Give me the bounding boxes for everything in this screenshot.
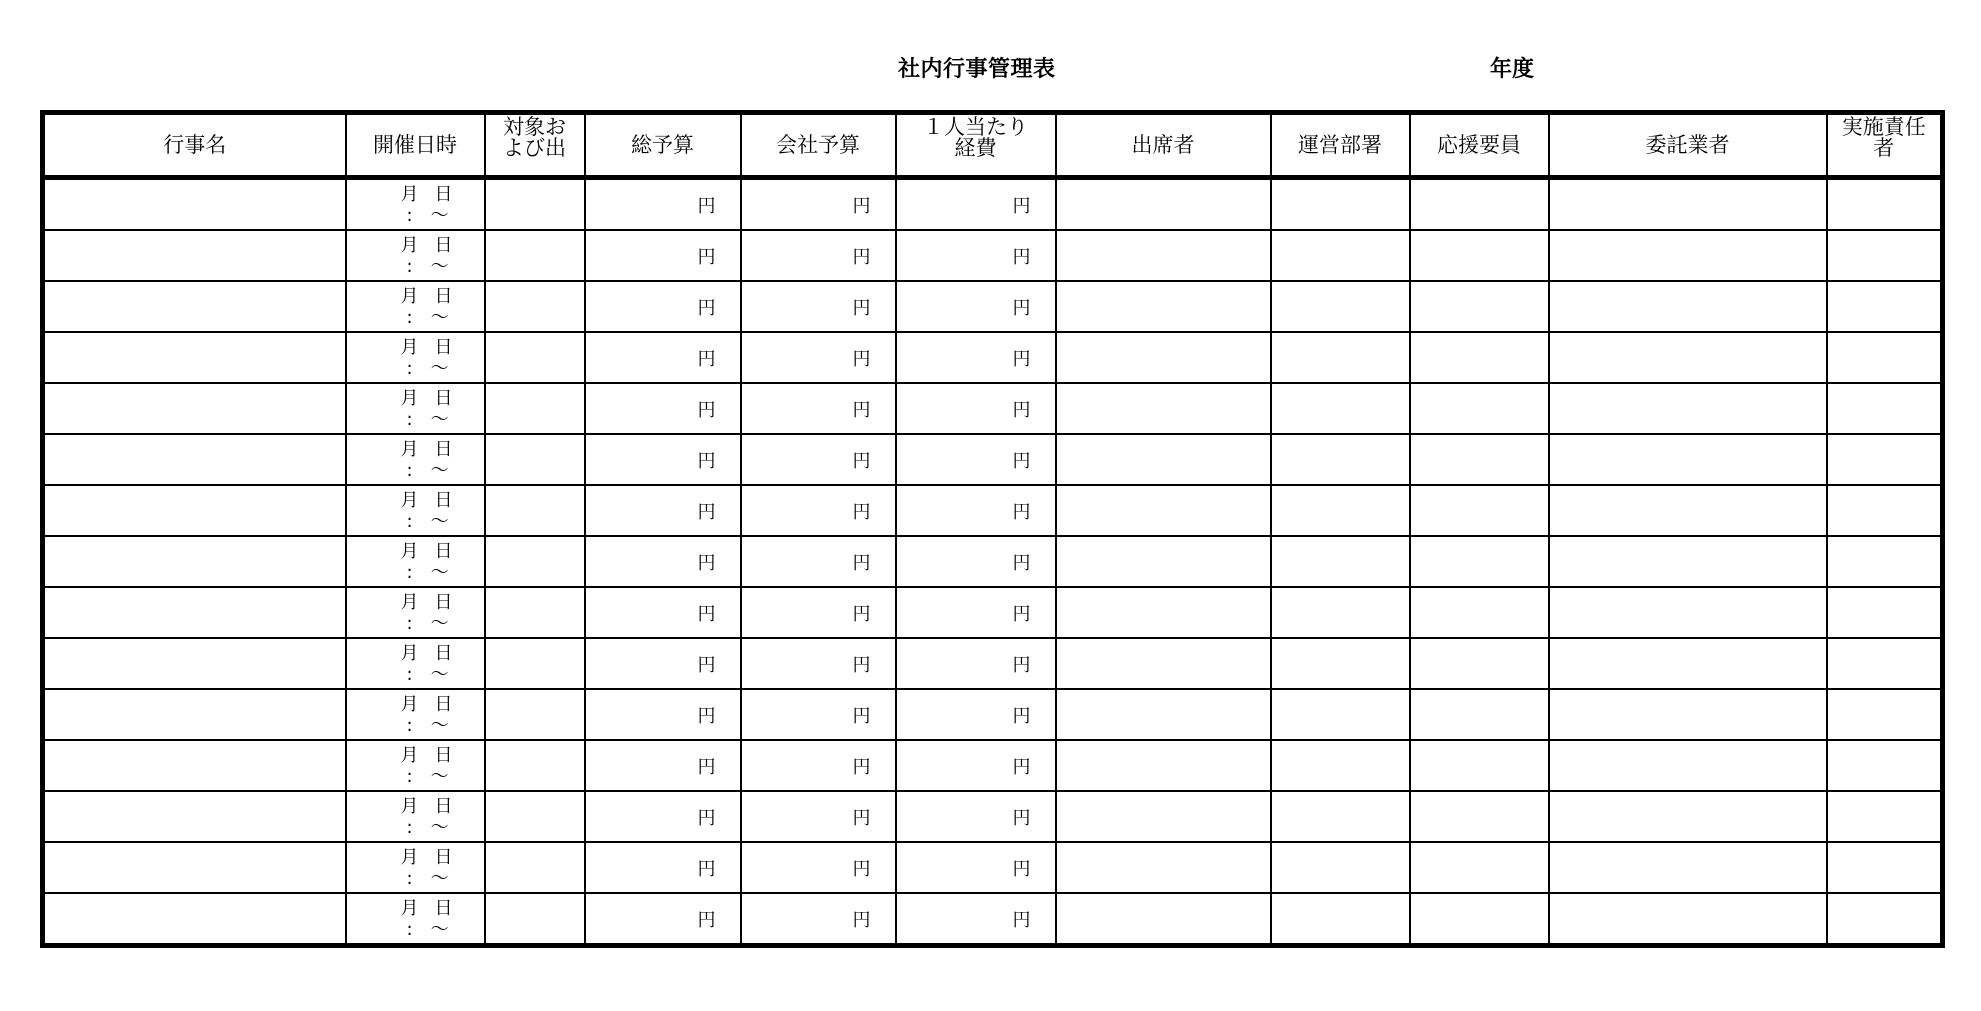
yen-unit: 円 xyxy=(1012,195,1031,217)
datetime-cell[interactable]: 月 日 : ～ xyxy=(346,893,485,946)
attendees-cell[interactable] xyxy=(1056,740,1271,791)
table-row xyxy=(43,178,1943,231)
table-row xyxy=(43,689,1943,740)
datetime-cell[interactable]: 月 日 : ～ xyxy=(346,485,485,536)
yen-unit: 円 xyxy=(1012,297,1031,319)
event-management-table xyxy=(40,110,1945,948)
target-cell[interactable] xyxy=(485,434,585,485)
total-budget-cell[interactable] xyxy=(585,587,741,638)
support-staff-cell[interactable] xyxy=(1410,587,1549,638)
yen-unit: 円 xyxy=(1012,756,1031,778)
company-budget-cell[interactable] xyxy=(741,842,896,893)
company-budget-cell[interactable] xyxy=(741,893,896,946)
company-budget-cell[interactable] xyxy=(741,178,896,231)
attendees-cell[interactable] xyxy=(1056,434,1271,485)
yen-unit: 円 xyxy=(697,552,716,574)
yen-unit: 円 xyxy=(1012,807,1031,829)
support-staff-cell[interactable] xyxy=(1410,638,1549,689)
responsible-cell[interactable] xyxy=(1827,230,1943,281)
yen-unit: 円 xyxy=(1012,348,1031,370)
contractor-cell[interactable] xyxy=(1549,893,1827,946)
total-budget-cell[interactable] xyxy=(585,536,741,587)
target-cell[interactable] xyxy=(485,893,585,946)
yen-unit: 円 xyxy=(697,654,716,676)
event-name-cell[interactable] xyxy=(43,230,346,281)
datetime-cell[interactable]: 月 日 : ～ xyxy=(346,842,485,893)
yen-unit: 円 xyxy=(1012,858,1031,880)
company-budget-cell[interactable] xyxy=(741,434,896,485)
table-row xyxy=(43,638,1943,689)
table-row xyxy=(43,740,1943,791)
support-staff-cell[interactable] xyxy=(1410,178,1549,231)
managing-dept-cell[interactable] xyxy=(1271,281,1410,332)
per-person-cost-cell[interactable] xyxy=(896,230,1056,281)
fiscal-year-label: 年度 xyxy=(1490,57,1535,82)
header-responsible: 実施責任 者 xyxy=(1827,113,1943,178)
yen-unit: 円 xyxy=(697,450,716,472)
managing-dept-cell[interactable] xyxy=(1271,536,1410,587)
attendees-cell[interactable] xyxy=(1056,893,1271,946)
event-name-cell[interactable] xyxy=(43,434,346,485)
yen-unit: 円 xyxy=(697,501,716,523)
target-cell[interactable] xyxy=(485,842,585,893)
total-budget-cell[interactable] xyxy=(585,178,741,231)
yen-unit: 円 xyxy=(697,603,716,625)
event-name-cell[interactable] xyxy=(43,281,346,332)
event-name-cell[interactable] xyxy=(43,842,346,893)
responsible-cell[interactable] xyxy=(1827,842,1943,893)
contractor-cell[interactable] xyxy=(1549,587,1827,638)
attendees-cell[interactable] xyxy=(1056,332,1271,383)
support-staff-cell[interactable] xyxy=(1410,536,1549,587)
attendees-cell[interactable] xyxy=(1056,383,1271,434)
yen-unit: 円 xyxy=(852,756,871,778)
table-row xyxy=(43,281,1943,332)
datetime-cell[interactable]: 月 日 : ～ xyxy=(346,178,485,231)
per-person-cost-cell[interactable] xyxy=(896,485,1056,536)
table-row xyxy=(43,332,1943,383)
managing-dept-cell[interactable] xyxy=(1271,842,1410,893)
per-person-cost-cell[interactable] xyxy=(896,842,1056,893)
yen-unit: 円 xyxy=(1012,450,1031,472)
header-attendees: 出席者 xyxy=(1056,113,1271,178)
yen-unit: 円 xyxy=(1012,501,1031,523)
total-budget-cell[interactable] xyxy=(585,638,741,689)
header-company-budget: 会社予算 xyxy=(741,113,896,178)
yen-unit: 円 xyxy=(697,246,716,268)
total-budget-cell[interactable] xyxy=(585,791,741,842)
yen-unit: 円 xyxy=(852,858,871,880)
attendees-cell[interactable] xyxy=(1056,689,1271,740)
header-datetime: 開催日時 xyxy=(346,113,485,178)
yen-unit: 円 xyxy=(697,807,716,829)
company-budget-cell[interactable] xyxy=(741,485,896,536)
responsible-cell[interactable] xyxy=(1827,485,1943,536)
company-budget-cell[interactable] xyxy=(741,536,896,587)
header-contractor: 委託業者 xyxy=(1549,113,1827,178)
yen-unit: 円 xyxy=(852,603,871,625)
yen-unit: 円 xyxy=(1012,552,1031,574)
contractor-cell[interactable] xyxy=(1549,536,1827,587)
total-budget-cell[interactable] xyxy=(585,230,741,281)
per-person-cost-cell[interactable] xyxy=(896,383,1056,434)
table-row xyxy=(43,434,1943,485)
company-budget-cell[interactable] xyxy=(741,332,896,383)
per-person-cost-cell[interactable] xyxy=(896,893,1056,946)
managing-dept-cell[interactable] xyxy=(1271,485,1410,536)
header-row xyxy=(43,113,1943,178)
header-per-person-cost: １人当たり 経費 xyxy=(896,113,1056,178)
target-cell[interactable] xyxy=(485,230,585,281)
attendees-cell[interactable] xyxy=(1056,791,1271,842)
datetime-cell[interactable]: 月 日 : ～ xyxy=(346,536,485,587)
event-name-cell[interactable] xyxy=(43,587,346,638)
table-row xyxy=(43,536,1943,587)
table-row xyxy=(43,842,1943,893)
datetime-cell[interactable]: 月 日 : ～ xyxy=(346,740,485,791)
total-budget-cell[interactable] xyxy=(585,689,741,740)
support-staff-cell[interactable] xyxy=(1410,281,1549,332)
managing-dept-cell[interactable] xyxy=(1271,230,1410,281)
yen-unit: 円 xyxy=(1012,246,1031,268)
company-budget-cell[interactable] xyxy=(741,791,896,842)
managing-dept-cell[interactable] xyxy=(1271,332,1410,383)
datetime-cell[interactable]: 月 日 : ～ xyxy=(346,587,485,638)
support-staff-cell[interactable] xyxy=(1410,689,1549,740)
contractor-cell[interactable] xyxy=(1549,230,1827,281)
yen-unit: 円 xyxy=(852,348,871,370)
attendees-cell[interactable] xyxy=(1056,536,1271,587)
yen-unit: 円 xyxy=(697,399,716,421)
responsible-cell[interactable] xyxy=(1827,689,1943,740)
event-name-cell[interactable] xyxy=(43,689,346,740)
table-row xyxy=(43,893,1943,946)
yen-unit: 円 xyxy=(852,501,871,523)
per-person-cost-cell[interactable] xyxy=(896,536,1056,587)
total-budget-cell[interactable] xyxy=(585,842,741,893)
yen-unit: 円 xyxy=(1012,654,1031,676)
target-cell[interactable] xyxy=(485,178,585,231)
total-budget-cell[interactable] xyxy=(585,485,741,536)
event-name-cell[interactable] xyxy=(43,178,346,231)
managing-dept-cell[interactable] xyxy=(1271,587,1410,638)
datetime-cell[interactable]: 月 日 : ～ xyxy=(346,332,485,383)
managing-dept-cell[interactable] xyxy=(1271,740,1410,791)
yen-unit: 円 xyxy=(1012,603,1031,625)
total-budget-cell[interactable] xyxy=(585,434,741,485)
support-staff-cell[interactable] xyxy=(1410,740,1549,791)
per-person-cost-cell[interactable] xyxy=(896,281,1056,332)
responsible-cell[interactable] xyxy=(1827,178,1943,231)
datetime-cell[interactable]: 月 日 : ～ xyxy=(346,281,485,332)
responsible-cell[interactable] xyxy=(1827,383,1943,434)
sheet-title: 社内行事管理表 xyxy=(898,57,1056,82)
event-name-cell[interactable] xyxy=(43,791,346,842)
table-row xyxy=(43,383,1943,434)
contractor-cell[interactable] xyxy=(1549,638,1827,689)
yen-unit: 円 xyxy=(852,552,871,574)
target-cell[interactable] xyxy=(485,383,585,434)
support-staff-cell[interactable] xyxy=(1410,485,1549,536)
yen-unit: 円 xyxy=(1012,399,1031,421)
per-person-cost-cell[interactable] xyxy=(896,791,1056,842)
contractor-cell[interactable] xyxy=(1549,332,1827,383)
support-staff-cell[interactable] xyxy=(1410,434,1549,485)
per-person-cost-cell[interactable] xyxy=(896,332,1056,383)
event-name-cell[interactable] xyxy=(43,332,346,383)
support-staff-cell[interactable] xyxy=(1410,893,1549,946)
yen-unit: 円 xyxy=(697,705,716,727)
managing-dept-cell[interactable] xyxy=(1271,893,1410,946)
yen-unit: 円 xyxy=(697,297,716,319)
total-budget-cell[interactable] xyxy=(585,332,741,383)
total-budget-cell[interactable] xyxy=(585,281,741,332)
yen-unit: 円 xyxy=(852,654,871,676)
table-row xyxy=(43,230,1943,281)
contractor-cell[interactable] xyxy=(1549,434,1827,485)
event-name-cell[interactable] xyxy=(43,893,346,946)
per-person-cost-cell[interactable] xyxy=(896,689,1056,740)
yen-unit: 円 xyxy=(852,909,871,931)
contractor-cell[interactable] xyxy=(1549,791,1827,842)
event-name-cell[interactable] xyxy=(43,485,346,536)
datetime-cell[interactable]: 月 日 : ～ xyxy=(346,230,485,281)
yen-unit: 円 xyxy=(852,195,871,217)
contractor-cell[interactable] xyxy=(1549,689,1827,740)
managing-dept-cell[interactable] xyxy=(1271,638,1410,689)
attendees-cell[interactable] xyxy=(1056,587,1271,638)
target-cell[interactable] xyxy=(485,332,585,383)
datetime-cell[interactable]: 月 日 : ～ xyxy=(346,689,485,740)
yen-unit: 円 xyxy=(852,450,871,472)
attendees-cell[interactable] xyxy=(1056,230,1271,281)
support-staff-cell[interactable] xyxy=(1410,230,1549,281)
yen-unit: 円 xyxy=(697,909,716,931)
target-cell[interactable] xyxy=(485,485,585,536)
yen-unit: 円 xyxy=(852,297,871,319)
attendees-cell[interactable] xyxy=(1056,842,1271,893)
responsible-cell[interactable] xyxy=(1827,332,1943,383)
table-row xyxy=(43,485,1943,536)
per-person-cost-cell[interactable] xyxy=(896,178,1056,231)
contractor-cell[interactable] xyxy=(1549,485,1827,536)
company-budget-cell[interactable] xyxy=(741,383,896,434)
responsible-cell[interactable] xyxy=(1827,740,1943,791)
support-staff-cell[interactable] xyxy=(1410,842,1549,893)
total-budget-cell[interactable] xyxy=(585,740,741,791)
target-cell[interactable] xyxy=(485,689,585,740)
target-cell[interactable] xyxy=(485,740,585,791)
company-budget-cell[interactable] xyxy=(741,638,896,689)
target-cell[interactable] xyxy=(485,536,585,587)
total-budget-cell[interactable] xyxy=(585,383,741,434)
yen-unit: 円 xyxy=(852,807,871,829)
company-budget-cell[interactable] xyxy=(741,230,896,281)
yen-unit: 円 xyxy=(852,705,871,727)
company-budget-cell[interactable] xyxy=(741,587,896,638)
managing-dept-cell[interactable] xyxy=(1271,434,1410,485)
yen-unit: 円 xyxy=(1012,705,1031,727)
yen-unit: 円 xyxy=(852,246,871,268)
support-staff-cell[interactable] xyxy=(1410,383,1549,434)
per-person-cost-cell[interactable] xyxy=(896,434,1056,485)
yen-unit: 円 xyxy=(697,195,716,217)
event-name-cell[interactable] xyxy=(43,536,346,587)
header-managing-dept: 運営部署 xyxy=(1271,113,1410,178)
attendees-cell[interactable] xyxy=(1056,638,1271,689)
contractor-cell[interactable] xyxy=(1549,740,1827,791)
responsible-cell[interactable] xyxy=(1827,281,1943,332)
attendees-cell[interactable] xyxy=(1056,281,1271,332)
datetime-cell[interactable]: 月 日 : ～ xyxy=(346,791,485,842)
table-row xyxy=(43,587,1943,638)
per-person-cost-cell[interactable] xyxy=(896,587,1056,638)
company-budget-cell[interactable] xyxy=(741,689,896,740)
per-person-cost-cell[interactable] xyxy=(896,638,1056,689)
header-total-budget: 総予算 xyxy=(585,113,741,178)
header-support-staff: 応援要員 xyxy=(1410,113,1549,178)
table-row xyxy=(43,791,1943,842)
yen-unit: 円 xyxy=(697,348,716,370)
responsible-cell[interactable] xyxy=(1827,587,1943,638)
header-target: 対象お よび出 xyxy=(485,113,585,178)
per-person-cost-cell[interactable] xyxy=(896,740,1056,791)
target-cell[interactable] xyxy=(485,587,585,638)
contractor-cell[interactable] xyxy=(1549,281,1827,332)
contractor-cell[interactable] xyxy=(1549,178,1827,231)
responsible-cell[interactable] xyxy=(1827,791,1943,842)
managing-dept-cell[interactable] xyxy=(1271,689,1410,740)
target-cell[interactable] xyxy=(485,791,585,842)
yen-unit: 円 xyxy=(697,756,716,778)
event-name-cell[interactable] xyxy=(43,638,346,689)
event-name-cell[interactable] xyxy=(43,740,346,791)
datetime-cell[interactable]: 月 日 : ～ xyxy=(346,434,485,485)
support-staff-cell[interactable] xyxy=(1410,332,1549,383)
responsible-cell[interactable] xyxy=(1827,434,1943,485)
managing-dept-cell[interactable] xyxy=(1271,383,1410,434)
responsible-cell[interactable] xyxy=(1827,893,1943,946)
company-budget-cell[interactable] xyxy=(741,740,896,791)
support-staff-cell[interactable] xyxy=(1410,791,1549,842)
managing-dept-cell[interactable] xyxy=(1271,791,1410,842)
yen-unit: 円 xyxy=(697,858,716,880)
company-budget-cell[interactable] xyxy=(741,281,896,332)
responsible-cell[interactable] xyxy=(1827,638,1943,689)
attendees-cell[interactable] xyxy=(1056,178,1271,231)
datetime-cell[interactable]: 月 日 : ～ xyxy=(346,638,485,689)
target-cell[interactable] xyxy=(485,638,585,689)
event-name-cell[interactable] xyxy=(43,383,346,434)
managing-dept-cell[interactable] xyxy=(1271,178,1410,231)
contractor-cell[interactable] xyxy=(1549,842,1827,893)
responsible-cell[interactable] xyxy=(1827,536,1943,587)
header-event-name: 行事名 xyxy=(43,113,346,178)
yen-unit: 円 xyxy=(1012,909,1031,931)
attendees-cell[interactable] xyxy=(1056,485,1271,536)
datetime-cell[interactable]: 月 日 : ～ xyxy=(346,383,485,434)
yen-unit: 円 xyxy=(852,399,871,421)
total-budget-cell[interactable] xyxy=(585,893,741,946)
target-cell[interactable] xyxy=(485,281,585,332)
contractor-cell[interactable] xyxy=(1549,383,1827,434)
